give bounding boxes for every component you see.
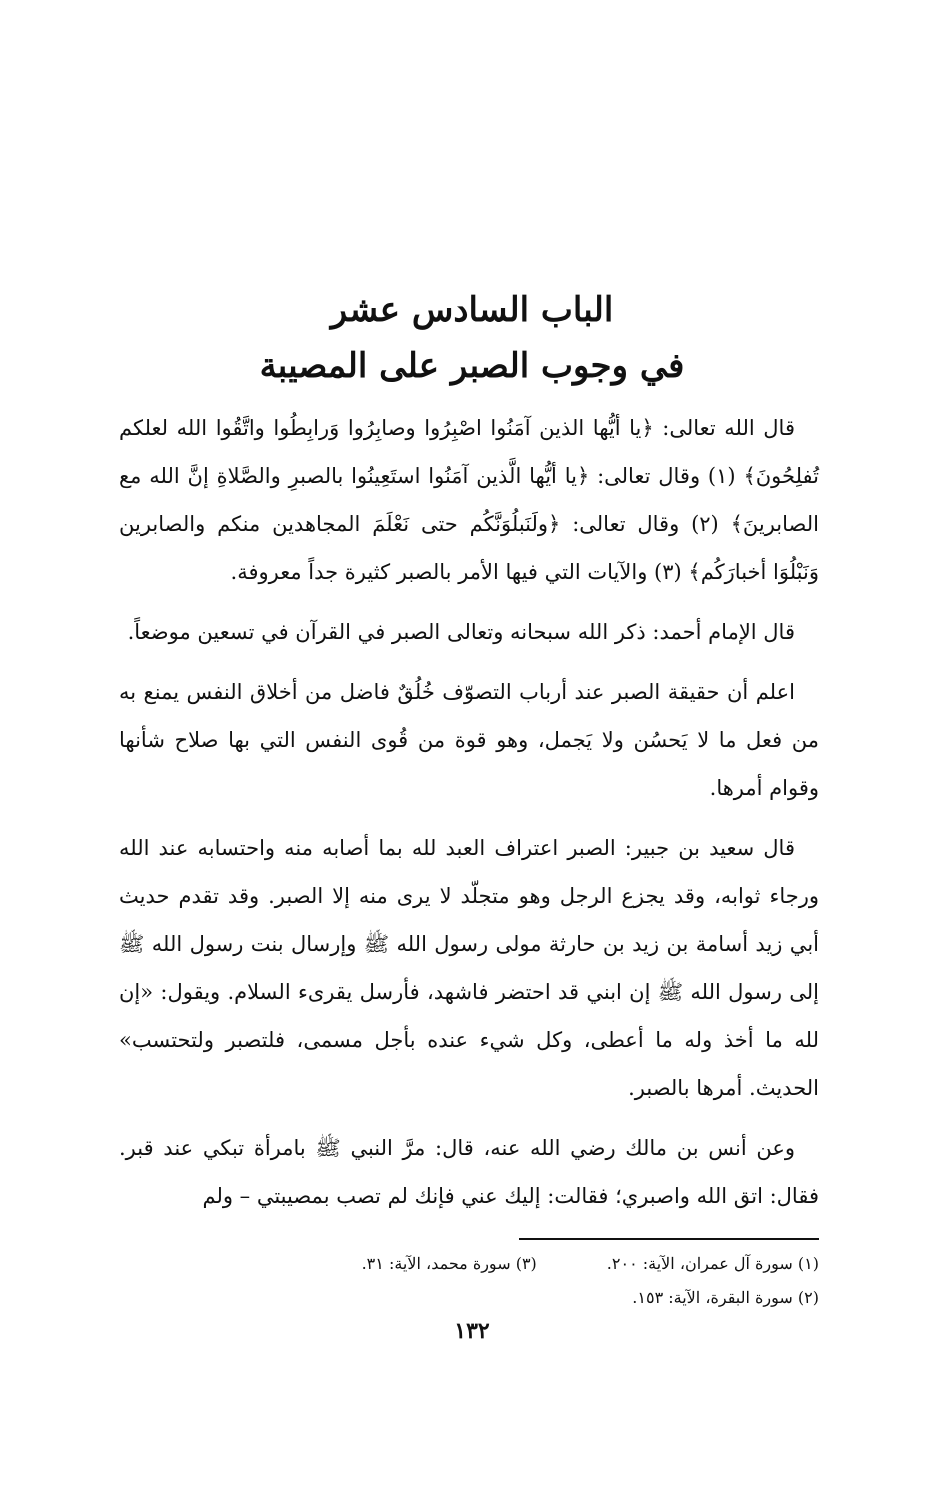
paragraph-imam-ahmad: قال الإمام أحمد: ذكر الله سبحانه وتعالى الصبر في القرآن في تسعين موضعاً. — [127, 620, 795, 644]
paragraph-definition: اعلم أن حقيقة الصبر عند أرباب التصوّف خُلُقٌ فاضل من أخلاق النفس يمنع به من فعل ما لا يَحسُن ولا يَجمل، وهو قوة من قُوى النفس التي بها صلاح شأنها وقوام أمرها. — [119, 680, 819, 800]
chapter-subtitle: في وجوب الصبر على المصيبة — [259, 346, 685, 386]
footnote-row — [219, 1247, 819, 1281]
chapter-heading — [100, 285, 844, 391]
paragraph-said-bin-jubair: قال سعيد بن جبير: الصبر اعتراف العبد لله بما أصابه منه واحتسابه عند الله ورجاء ثوابه، وقد يجزع الرجل وهو متجلّد لا يرى منه إلا الصبر. وقد تقدم حديث أبي زيد أسامة بن زيد بن حارثة مولى رسول الله ﷺ وإرسال بنت رسول الله ﷺ إلى رسول الله ﷺ إن ابني قد احتضر فاشهد، فأرسل يقرىء السلام. ويقول: «إن لله ما أخذ وله ما أعطى، وكل شيء عنده بأجل مسمى، فلتصبر ولتحتسب» الحديث. أمرها بالصبر. — [119, 836, 819, 1100]
footnote-2: (٢) سورة البقرة، الآية: ١٥٣. — [632, 1288, 819, 1307]
paragraph-verses: قال الله تعالى: ﴿يا أيُّها الذين آمَنُوا اصْبِرُوا وصابِرُوا وَرابِطُوا واتَّقُوا الله لعلكم تُفلِحُونَ﴾ (١) وقال تعالى: ﴿يا أيُّها الَّذين آمَنُوا استَعِينُوا بالصبرِ والصَّلاةِ إنَّ الله مع الصابرينَ﴾ (٢) وقال تعالى: ﴿ولَنَبلُوَنَّكُم حتى نَعْلَمَ المجاهدين منكم والصابرين وَنَبْلُوَا أخبارَكُم﴾ (٣) والآيات التي فيها الأمر بالصبر كثيرة جداً معروفة. — [119, 416, 819, 584]
body-text — [119, 404, 819, 1232]
page-number: ١٣٢ — [454, 1318, 490, 1344]
paragraph-anas-bin-malik: وعن أنس بن مالك رضي الله عنه، قال: مرَّ النبي ﷺ بامرأة تبكي عند قبر. فقال: اتق الله واصبري؛ فقالت: إليك عني فإنك لم تصب بمصيبتي – ولم — [119, 1136, 819, 1208]
footnote-row — [219, 1281, 819, 1315]
chapter-title: الباب السادس عشر — [330, 290, 614, 330]
footnote-3: (٣) سورة محمد، الآية: ٣١. — [361, 1254, 537, 1273]
footnote-1: (١) سورة آل عمران، الآية: ٢٠٠. — [606, 1254, 819, 1273]
footnotes — [219, 1247, 819, 1315]
footnote-divider — [519, 1238, 819, 1240]
